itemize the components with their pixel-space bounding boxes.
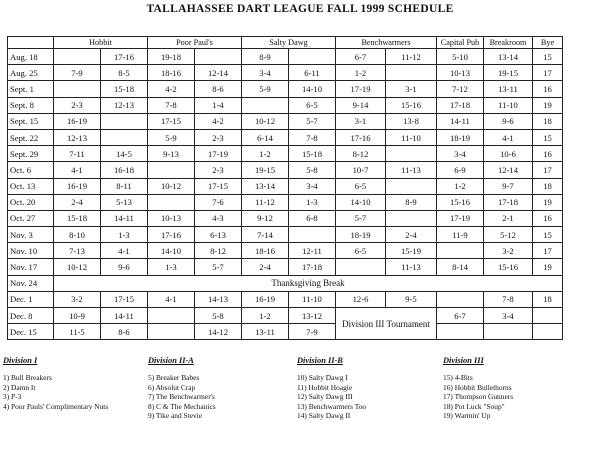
row-date: Sept. 8 [8,97,54,113]
match-cell: 3-4 [484,308,533,324]
page-title: TALLAHASSEE DART LEAGUE FALL 1999 SCHEDULE [146,3,454,15]
match-cell: 14-10 [148,243,195,259]
match-cell: 17-18 [484,194,533,210]
match-cell: 15-16 [484,259,533,275]
match-cell: 8-12 [195,243,242,259]
team-name: 13) Benchwarmers Too [297,401,367,411]
match-cell: 8-11 [101,178,148,194]
match-cell: 17-18 [289,259,336,275]
bye-cell: 19 [533,194,563,210]
match-cell: 1-2 [437,178,484,194]
schedule-row [8,113,563,129]
match-cell: 17-19 [195,146,242,162]
match-cell: 6-7 [336,49,386,65]
match-cell: 3-4 [289,178,336,194]
team-name: 1) Bull Breakers [3,373,52,383]
header-row [8,37,563,49]
match-cell: 15-16 [437,194,484,210]
match-cell [148,308,195,324]
match-cell: 3-2 [484,243,533,259]
match-cell: 2-4 [386,227,437,243]
match-cell: 5-9 [148,129,195,145]
match-cell: 2-4 [54,194,101,210]
match-cell: 7-13 [54,243,101,259]
row-date: Dec. 1 [8,291,54,307]
match-cell: 16-19 [54,178,101,194]
match-cell: 10-13 [148,210,195,226]
match-cell: 17-18 [437,97,484,113]
poor-pauls-header: Poor Paul's [148,37,242,49]
breakroom-header: Breakroom [484,37,533,49]
match-cell [437,243,484,259]
match-cell [437,291,484,307]
match-cell: 18-19 [336,227,386,243]
match-cell: 4-1 [148,291,195,307]
match-cell [386,210,437,226]
row-date: Sept. 1 [8,81,54,97]
schedule-row [8,178,563,194]
bye-cell: 16 [533,210,563,226]
row-date: Sept. 22 [8,129,54,145]
match-cell: 8-6 [101,324,148,340]
match-cell [533,308,563,324]
salty-dawg-header: Salty Dawg [242,37,336,49]
bye-cell: 17 [533,243,563,259]
match-cell: 3-1 [386,81,437,97]
team-name: 4) Poor Pauls' Complimentary Nuts [3,401,109,411]
bye-cell: 18 [533,113,563,129]
match-cell: 6-11 [289,65,336,81]
date-header [8,37,54,49]
match-cell: 7-9 [289,324,336,340]
match-cell [386,65,437,81]
division-iii [443,356,513,420]
match-cell: 5-8 [195,308,242,324]
match-cell: 8-5 [101,65,148,81]
row-date: Oct. 27 [8,210,54,226]
match-cell: 5-10 [437,49,484,65]
match-cell: 17-19 [437,210,484,226]
team-name: 2) Damn It [3,382,36,392]
row-date: Dec. 8 [8,308,54,324]
schedule-row [8,227,563,243]
match-cell: 9-6 [484,113,533,129]
match-cell: 15-18 [54,210,101,226]
match-cell: 14-11 [437,113,484,129]
match-cell: 18-19 [437,129,484,145]
match-cell: 3-2 [54,291,101,307]
match-cell: 17-19 [336,81,386,97]
match-cell: 7-14 [242,227,289,243]
match-cell: 16-19 [242,291,289,307]
match-cell: 15-18 [101,81,148,97]
match-cell: 12-13 [54,129,101,145]
match-cell [195,49,242,65]
row-date: Aug. 25 [8,65,54,81]
match-cell: 6-8 [289,210,336,226]
match-cell: 9-14 [336,97,386,113]
match-cell: 17-15 [101,291,148,307]
match-cell: 12-14 [484,162,533,178]
match-cell: 5-9 [242,81,289,97]
match-cell: 17-16 [148,227,195,243]
match-cell: 18-16 [242,243,289,259]
division-iii-tournament: Division III Tournament [336,308,437,340]
match-cell: 1-2 [242,146,289,162]
match-cell: 18-16 [148,65,195,81]
match-cell [289,227,336,243]
division-heading: Division I [3,356,38,365]
match-cell: 5-7 [195,259,242,275]
hobbit-header: Hobbit [54,37,148,49]
schedule-row [8,210,563,226]
match-cell: 3-4 [242,65,289,81]
match-cell: 19-15 [484,65,533,81]
team-name: 9) Tike and Stevie [148,411,202,421]
team-name: 10) Salty Dawg I [297,373,348,383]
match-cell: 10-12 [242,113,289,129]
match-cell: 8-12 [336,146,386,162]
row-date: Nov. 24 [8,275,54,291]
schedule-row [8,65,563,81]
match-cell: 10-7 [336,162,386,178]
match-cell: 17-16 [336,129,386,145]
thanksgiving-break: Thanksgiving Break [54,275,563,291]
match-cell: 7-9 [54,65,101,81]
team-name: 18) Pot Luck "Soup" [443,401,505,411]
team-name: 19) Warmin' Up [443,411,491,421]
match-cell: 1-3 [289,194,336,210]
bye-cell: 16 [533,81,563,97]
team-name: 15) 4-Bits [443,373,473,383]
match-cell: 11-12 [386,49,437,65]
bye-cell: 19 [533,259,563,275]
match-cell: 13-14 [242,178,289,194]
match-cell: 13-8 [386,113,437,129]
match-cell: 6-5 [336,178,386,194]
match-cell: 6-13 [195,227,242,243]
match-cell: 13-14 [484,49,533,65]
match-cell: 9-6 [101,259,148,275]
schedule-row [8,308,563,324]
match-cell: 13-12 [289,308,336,324]
match-cell: 5-7 [336,210,386,226]
match-cell: 3-4 [437,146,484,162]
match-cell: 9-7 [484,178,533,194]
schedule-row [8,49,563,65]
match-cell: 3-1 [336,113,386,129]
match-cell: 11-5 [54,324,101,340]
match-cell: 1-4 [195,97,242,113]
match-cell: 18 [533,291,563,307]
division-ii-b [297,356,366,420]
match-cell [386,178,437,194]
match-cell: 4-3 [195,210,242,226]
match-cell: 16-18 [101,162,148,178]
division-heading: Division II-B [297,356,343,365]
match-cell: 2-1 [484,210,533,226]
schedule-table [7,36,563,340]
match-cell: 1-2 [336,65,386,81]
match-cell [289,49,336,65]
schedule-row [8,275,563,291]
match-cell: 6-5 [336,243,386,259]
schedule-row [8,324,563,340]
team-name: 14) Salty Dawg II [297,411,351,421]
row-date: Sept. 29 [8,146,54,162]
team-name: 12) Salty Dawg III [297,392,353,402]
match-cell: 5-8 [289,162,336,178]
match-cell: 13-11 [484,81,533,97]
team-name: 3) P-3 [3,392,22,402]
match-cell: 5-12 [484,227,533,243]
match-cell: 10-6 [484,146,533,162]
match-cell [148,194,195,210]
bye-cell: 16 [533,146,563,162]
row-date: Dec. 15 [8,324,54,340]
match-cell: 14-13 [195,291,242,307]
schedule-row [8,194,563,210]
match-cell: 2-3 [195,129,242,145]
team-name: 17) Thompson Gunners [443,392,514,402]
match-cell [54,49,101,65]
row-date: Nov. 17 [8,259,54,275]
match-cell [386,146,437,162]
match-cell [336,259,386,275]
match-cell: 9-12 [242,210,289,226]
match-cell: 5-13 [101,194,148,210]
match-cell [242,97,289,113]
match-cell: 7-11 [54,146,101,162]
match-cell [437,324,484,340]
match-cell: 15-18 [289,146,336,162]
bye-cell: 19 [533,97,563,113]
match-cell: 7-8 [484,291,533,307]
match-cell: 8-9 [386,194,437,210]
match-cell: 1-2 [242,308,289,324]
schedule-row [8,259,563,275]
match-cell: 4-1 [101,243,148,259]
team-name: 16) Hobbit Bullethorns [443,382,512,392]
division-ii-a [148,356,216,420]
match-cell: 5-7 [289,113,336,129]
match-cell: 12-14 [195,65,242,81]
match-cell: 4-1 [484,129,533,145]
match-cell: 4-2 [195,113,242,129]
team-name: 11) Hobbit Hoagie [297,382,353,392]
capital-pub-header: Capital Pub [437,37,484,49]
match-cell: 10-12 [54,259,101,275]
schedule-row [8,162,563,178]
match-cell: 6-5 [289,97,336,113]
bye-cell: 18 [533,178,563,194]
match-cell [148,162,195,178]
match-cell: 1-3 [148,259,195,275]
match-cell [54,81,101,97]
match-cell: 4-2 [148,81,195,97]
row-date: Oct. 13 [8,178,54,194]
match-cell: 12-13 [101,97,148,113]
match-cell: 8-6 [195,81,242,97]
division-heading: Division III [443,356,484,365]
match-cell: 11-10 [484,97,533,113]
match-cell: 14-12 [195,324,242,340]
match-cell: 14-11 [101,308,148,324]
division-i [3,356,108,411]
bye-cell: 15 [533,227,563,243]
schedule-row [8,146,563,162]
match-cell: 12-11 [289,243,336,259]
bye-header: Bye [533,37,563,49]
schedule-body [8,49,563,340]
match-cell: 10-13 [437,65,484,81]
row-date: Nov. 10 [8,243,54,259]
match-cell: 17-15 [148,113,195,129]
match-cell: 6-9 [437,162,484,178]
match-cell: 15-16 [386,97,437,113]
schedule-row [8,129,563,145]
match-cell: 16-19 [54,113,101,129]
team-name: 5) Breaker Babes [148,373,200,383]
schedule-row [8,97,563,113]
match-cell: 9-13 [148,146,195,162]
bye-cell: 17 [533,65,563,81]
match-cell: 2-3 [195,162,242,178]
match-cell: 10-12 [148,178,195,194]
match-cell: 19-15 [242,162,289,178]
match-cell: 14-11 [101,210,148,226]
match-cell: 7-8 [289,129,336,145]
division-heading: Division II-A [148,356,194,365]
team-name: 7) The Benchwarmer's [148,392,215,402]
match-cell: 8-14 [437,259,484,275]
match-cell: 12-6 [336,291,386,307]
match-cell: 2-3 [54,97,101,113]
match-cell: 9-5 [386,291,437,307]
team-name: 8) C & The Mechanics [148,401,216,411]
match-cell: 13-11 [242,324,289,340]
match-cell: 7-8 [148,97,195,113]
row-date: Sept. 15 [8,113,54,129]
match-cell: 11-9 [437,227,484,243]
schedule-row [8,243,563,259]
match-cell: 14-10 [336,194,386,210]
match-cell: 15-19 [386,243,437,259]
match-cell: 8-9 [242,49,289,65]
schedule-row [8,291,563,307]
match-cell: 11-10 [289,291,336,307]
match-cell: 19-18 [148,49,195,65]
match-cell: 11-13 [386,162,437,178]
match-cell [101,129,148,145]
match-cell: 2-4 [242,259,289,275]
match-cell: 14-5 [101,146,148,162]
match-cell [533,324,563,340]
match-cell: 17-16 [101,49,148,65]
benchwarmers-header: Benchwarmers [336,37,437,49]
row-date: Aug. 18 [8,49,54,65]
match-cell: 17-15 [195,178,242,194]
schedule-row [8,81,563,97]
row-date: Nov. 3 [8,227,54,243]
match-cell: 11-13 [386,259,437,275]
row-date: Oct. 6 [8,162,54,178]
match-cell: 7-6 [195,194,242,210]
match-cell [148,324,195,340]
bye-cell: 17 [533,162,563,178]
match-cell: 1-3 [101,227,148,243]
match-cell: 6-14 [242,129,289,145]
team-name: 6) Absolut Crap [148,382,196,392]
match-cell: 7-12 [437,81,484,97]
match-cell: 6-7 [437,308,484,324]
match-cell: 10-9 [54,308,101,324]
bye-cell: 15 [533,49,563,65]
row-date: Oct. 20 [8,194,54,210]
match-cell [101,113,148,129]
match-cell: 11-10 [386,129,437,145]
match-cell: 14-10 [289,81,336,97]
match-cell [484,324,533,340]
match-cell: 8-10 [54,227,101,243]
match-cell: 4-1 [54,162,101,178]
bye-cell: 15 [533,129,563,145]
match-cell: 11-12 [242,194,289,210]
